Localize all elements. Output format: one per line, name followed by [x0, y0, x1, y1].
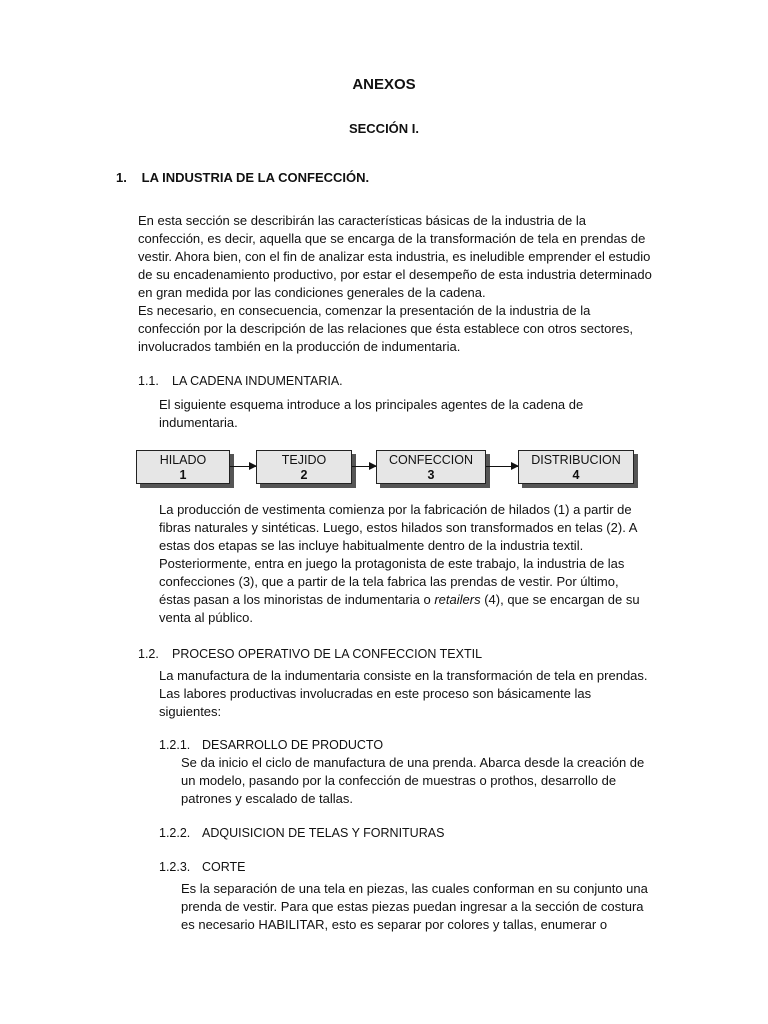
- intro-line: confección, es decir, aquella que se encarga de la transformación de tela en prendas de: [138, 231, 646, 246]
- flow-text-fragment: (4), que se encargan de su: [484, 592, 640, 607]
- flow-box-hilado: [136, 450, 230, 484]
- flow-box-number: 4: [572, 468, 580, 482]
- flow-box-label: DISTRIBUCION: [531, 453, 621, 467]
- flow-box-label: TEJIDO: [281, 453, 327, 467]
- s123-line: prenda de vestir. Para que estas piezas puedan ingresar a la sección de costura: [181, 899, 644, 914]
- section-title: SECCIÓN I.: [348, 121, 420, 136]
- flow-box-distribucion: [518, 450, 634, 484]
- flow-text-line: La producción de vestimenta comienza por la fabricación de hilados (1) a partir de: [159, 502, 632, 517]
- intro-line: en gran medida por las condiciones generales de la cadena.: [138, 285, 486, 300]
- s123-paragraph: [181, 880, 651, 934]
- flow-text-line: venta al público.: [159, 610, 253, 625]
- intro-line: Es necesario, en consecuencia, comenzar la presentación de la industria de la: [138, 303, 591, 318]
- flow-box-number: 2: [300, 468, 308, 482]
- s121-line: patrones y escalado de tallas.: [181, 791, 353, 806]
- subheading-title: DESARROLLO DE PRODUCTO: [202, 738, 384, 752]
- s12-line: La manufactura de la indumentaria consiste en la transformación de tela en prendas.: [159, 668, 648, 683]
- subheading-title: LA CADENA INDUMENTARIA.: [172, 374, 343, 388]
- supply-chain-diagram: [136, 450, 646, 490]
- flow-box-number: 1: [179, 468, 187, 482]
- s121-line: Se da inicio el ciclo de manufactura de una prenda. Abarca desde la creación de: [181, 755, 645, 770]
- flow-explanation-paragraph: [159, 501, 651, 627]
- s12-line: siguientes:: [159, 704, 222, 719]
- subheading-1-2-2: [159, 826, 444, 840]
- intro-line: vestir. Ahora bien, con el fin de analizar esta industria, es ineludible emprender el estudio: [138, 249, 651, 264]
- subheading-number: 1.2.: [138, 647, 159, 661]
- subheading-number: 1.2.3.: [159, 860, 191, 874]
- intro-line: involucrados también en la producción de indumentaria.: [138, 339, 461, 354]
- s12-paragraph: [159, 667, 651, 721]
- flow-text-line: confecciones (3), que a partir de la tela fabrica las prendas de vestir. Por último,: [159, 574, 619, 589]
- heading-1-number: 1.: [116, 170, 127, 185]
- flow-text-line: fibras naturales y sintéticas. Luego, estos hilados son transformados en telas (2). A: [159, 520, 638, 535]
- s12-line: Las labores productivas involucradas en este proceso son básicamente las: [159, 686, 592, 701]
- intro-paragraph: [138, 212, 652, 356]
- s123-line: es necesario HABILITAR, esto es separar por colores y tallas, enumerar o: [181, 917, 608, 932]
- subheading-1-2-1: [159, 738, 383, 752]
- heading-1: [116, 170, 369, 185]
- subheading-title: PROCESO OPERATIVO DE LA CONFECCION TEXTIL: [172, 647, 483, 661]
- s121-line: un modelo, pasando por la confección de muestras o prothos, desarrollo de: [181, 773, 617, 788]
- heading-1-text: LA INDUSTRIA DE LA CONFECCIÓN.: [141, 170, 370, 185]
- flow-arrow: [486, 466, 518, 467]
- flow-text-line: Posteriormente, entra en juego la protagonista de este trabajo, la industria de las: [159, 556, 625, 571]
- flow-text-line: estas dos etapas se las incluye habitualmente dentro de la industria textil.: [159, 538, 584, 553]
- flow-box-tejido: [256, 450, 352, 484]
- s121-paragraph: [181, 754, 651, 808]
- page-title: ANEXOS: [352, 76, 416, 93]
- flow-text-line: [159, 591, 651, 609]
- subheading-title: CORTE: [202, 860, 246, 874]
- intro-line: de su encadenamiento productivo, por estar el desempeño de esta industria determinado: [138, 267, 652, 282]
- s11-line: El siguiente esquema introduce a los principales agentes de la cadena de: [159, 397, 584, 412]
- subheading-1-2-3: [159, 860, 246, 874]
- s11-line: indumentaria.: [159, 415, 238, 430]
- subheading-number: 1.1.: [138, 374, 159, 388]
- subheading-number: 1.2.1.: [159, 738, 191, 752]
- flow-text-fragment: éstas pasan a los minoristas de indumentaria o: [159, 592, 431, 607]
- s123-line: Es la separación de una tela en piezas, las cuales conforman en su conjunto una: [181, 881, 648, 896]
- flow-box-confeccion: [376, 450, 486, 484]
- subheading-title: ADQUISICION DE TELAS Y FORNITURAS: [202, 826, 445, 840]
- flow-arrow: [230, 466, 256, 467]
- flow-arrow: [352, 466, 376, 467]
- s11-paragraph: [159, 396, 651, 432]
- flow-box-label: HILADO: [159, 453, 207, 467]
- subheading-1-1: [138, 374, 343, 388]
- subheading-number: 1.2.2.: [159, 826, 191, 840]
- subheading-1-2: [138, 647, 482, 661]
- intro-line: confección por la descripción de las relaciones que ésta establece con otros sectores,: [138, 321, 634, 336]
- retailers-term: retailers: [434, 592, 481, 607]
- flow-box-label: CONFECCION: [388, 453, 474, 467]
- flow-box-number: 3: [427, 468, 435, 482]
- intro-line: En esta sección se describirán las características básicas de la industria de la: [138, 213, 586, 228]
